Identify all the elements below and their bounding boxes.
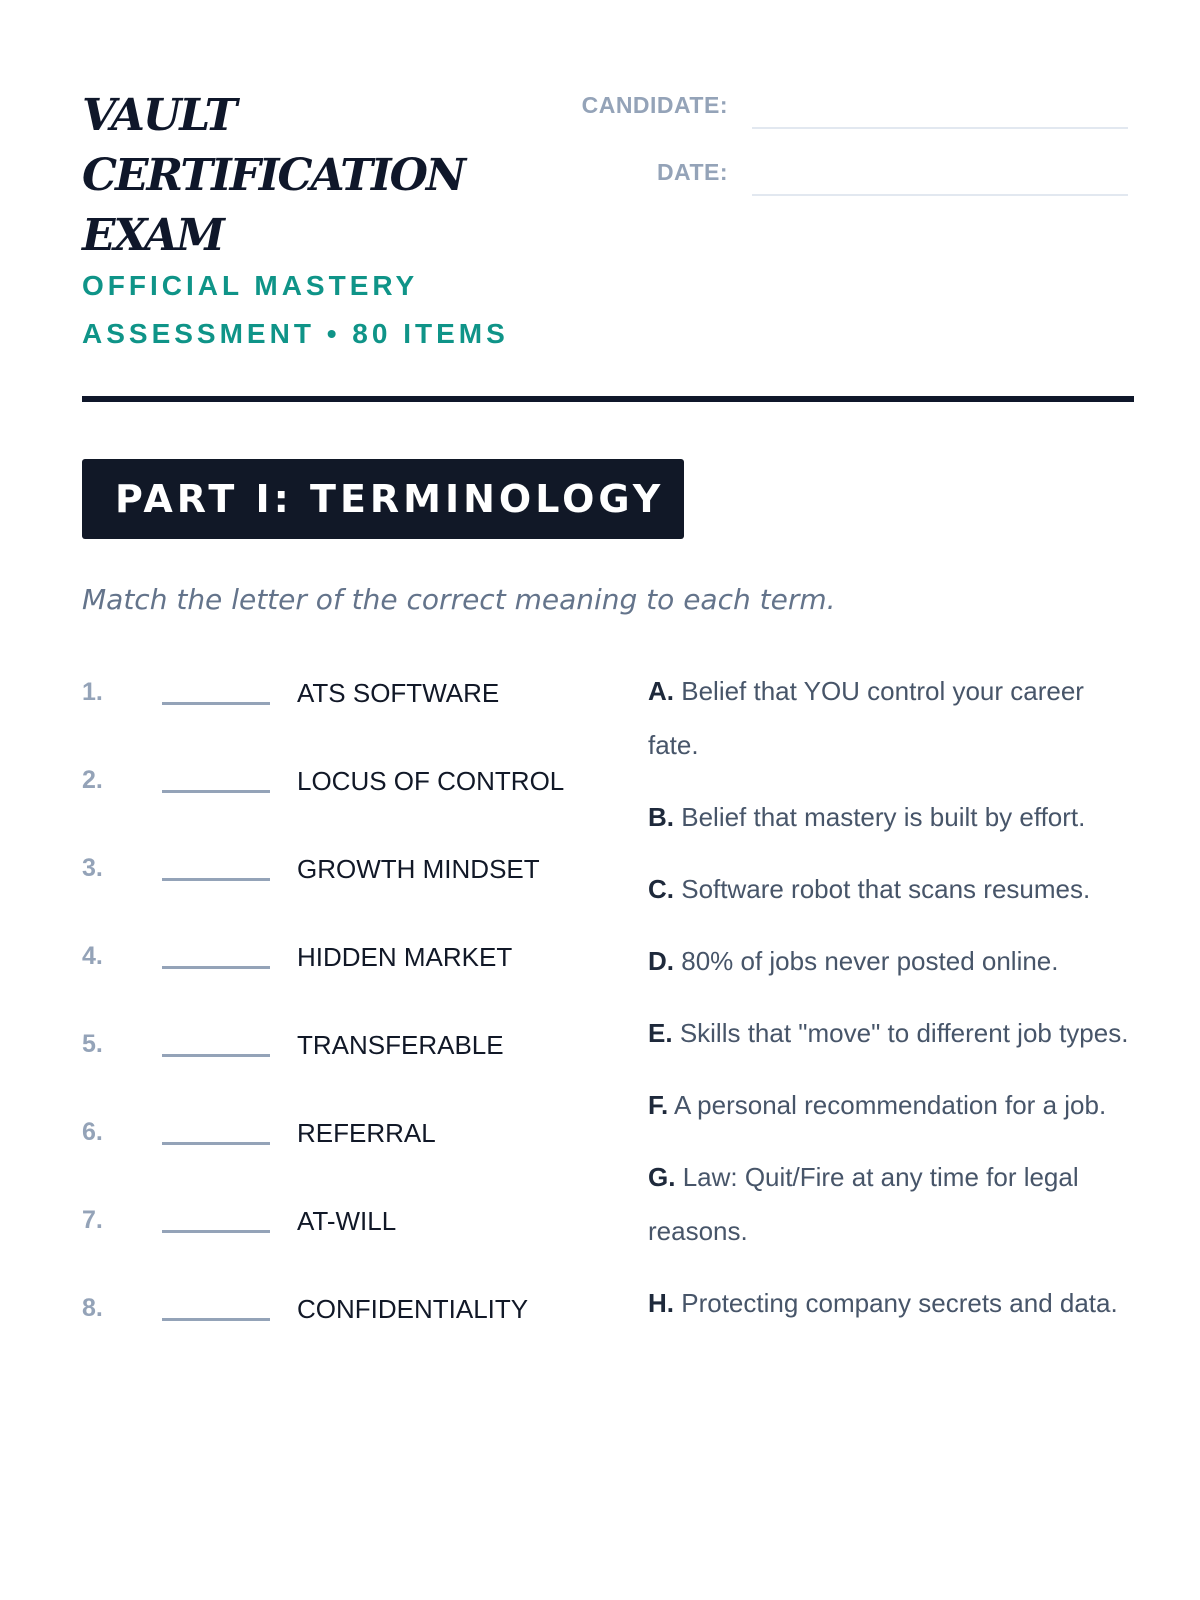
term-label: REFERRAL [297,1118,436,1148]
answer-blank[interactable] [162,878,270,881]
term-number: 3. [82,854,103,882]
term-number: 1. [82,678,103,706]
term-number: 2. [82,766,103,794]
candidate-label: CANDIDATE: [581,92,728,118]
answer-blank[interactable] [162,1318,270,1321]
definition-letter: G. [648,1162,676,1192]
exam-title [82,86,522,266]
definition-letter: B. [648,802,674,832]
subtitle-line: OFFICIAL MASTERY [82,270,419,301]
definition-item [648,664,1134,772]
definition-letter: E. [648,1018,673,1048]
definition-text: Law: Quit/Fire at any time for legal reasons. [648,1162,1079,1246]
term-label: GROWTH MINDSET [297,854,540,884]
term-number: 6. [82,1118,103,1146]
term-label: TRANSFERABLE [297,1030,504,1060]
term-label: HIDDEN MARKET [297,942,513,972]
date-label: DATE: [656,159,728,185]
candidate-field [492,92,1128,119]
definition-item [648,1078,1134,1132]
term-row [82,936,642,976]
candidate-input-line[interactable] [752,127,1128,129]
answer-blank[interactable] [162,1142,270,1145]
definition-item [648,790,1134,844]
definition-text: Protecting company secrets and data. [681,1288,1118,1318]
term-row [82,1288,642,1328]
answer-blank[interactable] [162,1230,270,1233]
subtitle-line: ASSESSMENT • 80 ITEMS [82,318,509,349]
definition-text: 80% of jobs never posted online. [681,946,1059,976]
title-line: CERTIFICATION [82,150,465,201]
part-instructions: Match the letter of the correct meaning to each term. [82,583,836,616]
definition-item [648,934,1134,988]
definition-text: A personal recommendation for a job. [674,1090,1107,1120]
date-input-line[interactable] [752,194,1128,196]
definition-item [648,1276,1134,1330]
term-label: ATS SOFTWARE [297,678,500,708]
term-number: 5. [82,1030,103,1058]
definition-letter: C. [648,874,674,904]
definition-text: Skills that "move" to different job types. [679,1018,1129,1048]
definition-letter: A. [648,676,674,706]
definition-letter: D. [648,946,674,976]
exam-subtitle [82,262,562,358]
answer-blank[interactable] [162,702,270,705]
answer-blank[interactable] [162,966,270,969]
term-row [82,1024,642,1064]
definition-item [648,1150,1134,1258]
definitions-list [648,664,1134,1348]
definition-text: Belief that YOU control your career fate. [648,676,1084,760]
definition-item [648,862,1134,916]
answer-blank[interactable] [162,790,270,793]
title-line: EXAM [82,210,223,261]
definition-text: Belief that mastery is built by effort. [681,802,1086,832]
definition-item [648,1006,1134,1060]
definition-text: Software robot that scans resumes. [681,874,1091,904]
part-title: PART I: TERMINOLOGY [82,459,684,539]
answer-blank[interactable] [162,1054,270,1057]
term-row [82,760,642,800]
term-row [82,672,642,712]
term-label: AT-WILL [297,1206,397,1236]
term-row [82,848,642,888]
term-label: CONFIDENTIALITY [297,1294,529,1324]
definition-letter: F. [648,1090,669,1120]
date-field [492,159,1128,186]
definition-letter: H. [648,1288,674,1318]
term-number: 4. [82,942,103,970]
term-row [82,1200,642,1240]
term-number: 8. [82,1294,103,1322]
title-line: VAULT [82,90,236,141]
header-divider [82,396,1134,402]
term-label: LOCUS OF CONTROL [297,766,565,796]
exam-page [82,0,1134,1600]
term-number: 7. [82,1206,103,1234]
term-row [82,1112,642,1152]
